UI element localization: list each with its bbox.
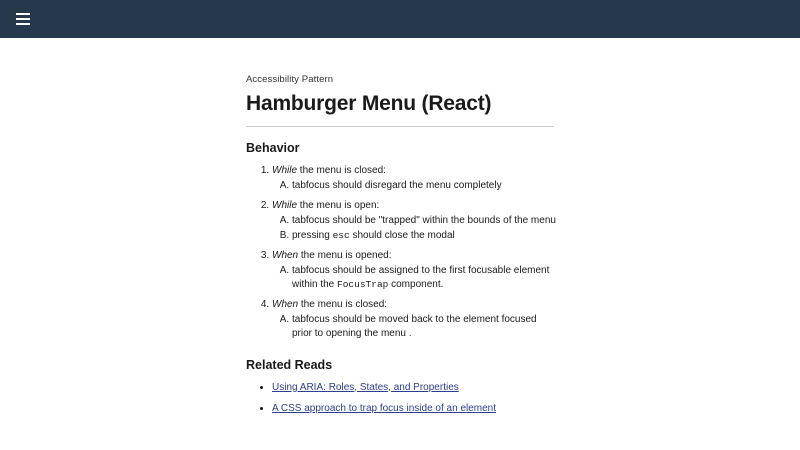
list-item xyxy=(272,198,556,244)
top-navigation-bar xyxy=(0,0,800,38)
page-title: Hamburger Menu (React) xyxy=(246,92,492,115)
hamburger-bar-middle xyxy=(16,18,30,20)
behavior-2-text: the menu is open: xyxy=(297,199,380,211)
title-divider xyxy=(246,126,554,127)
behavior-list xyxy=(246,163,556,342)
hamburger-bar-bottom xyxy=(16,23,30,25)
page-content xyxy=(0,38,800,450)
behavior-2b-post: should close the modal xyxy=(349,230,455,241)
list-item xyxy=(292,264,556,293)
behavior-4-text: the menu is closed: xyxy=(298,298,388,310)
hamburger-menu-icon[interactable] xyxy=(6,2,40,36)
list-item xyxy=(272,163,556,194)
code-esc: esc xyxy=(332,230,350,241)
related-link-aria[interactable]: Using ARIA: Roles, States, and Properties xyxy=(272,381,459,393)
behavior-2-sublist xyxy=(272,214,556,244)
article xyxy=(246,74,556,422)
list-item xyxy=(272,248,556,293)
list-item xyxy=(272,401,556,417)
behavior-3a-pre: tabfocus should be assigned to the first focusable element within the xyxy=(292,264,550,290)
list-item xyxy=(292,229,556,244)
behavior-1-text: the menu is closed: xyxy=(297,165,386,176)
behavior-1-emphasis: While xyxy=(272,165,298,176)
list-item: A. tabfocus should disregard the menu completely xyxy=(292,179,556,194)
behavior-2-emphasis: While xyxy=(272,199,298,211)
list-item xyxy=(272,380,556,396)
section-heading-behavior: Behavior xyxy=(246,141,300,155)
behavior-1-sublist xyxy=(272,179,556,194)
code-focustrap: FocusTrap xyxy=(337,279,389,290)
related-reads-list xyxy=(246,380,556,417)
related-link-css-focus-trap[interactable]: A CSS approach to trap focus inside of an element xyxy=(272,402,497,414)
list-item: A. tabfocus should be moved back to the element focused prior to opening the menu . xyxy=(292,313,556,342)
list-item: A. tabfocus should be "trapped" within the bounds of the menu xyxy=(292,214,556,229)
behavior-4-sublist xyxy=(272,313,556,342)
behavior-3a-post: component. xyxy=(388,279,444,290)
hamburger-bar-top xyxy=(16,13,30,15)
behavior-4-emphasis: When xyxy=(272,298,299,310)
behavior-3-text: the menu is opened: xyxy=(298,249,392,261)
list-item xyxy=(272,297,556,342)
article-kicker: Accessibility Pattern xyxy=(246,74,334,85)
behavior-3-emphasis: When xyxy=(272,249,299,261)
behavior-3-sublist xyxy=(272,264,556,293)
behavior-2b-pre: pressing xyxy=(292,230,333,241)
section-heading-related-reads: Related Reads xyxy=(246,357,333,372)
